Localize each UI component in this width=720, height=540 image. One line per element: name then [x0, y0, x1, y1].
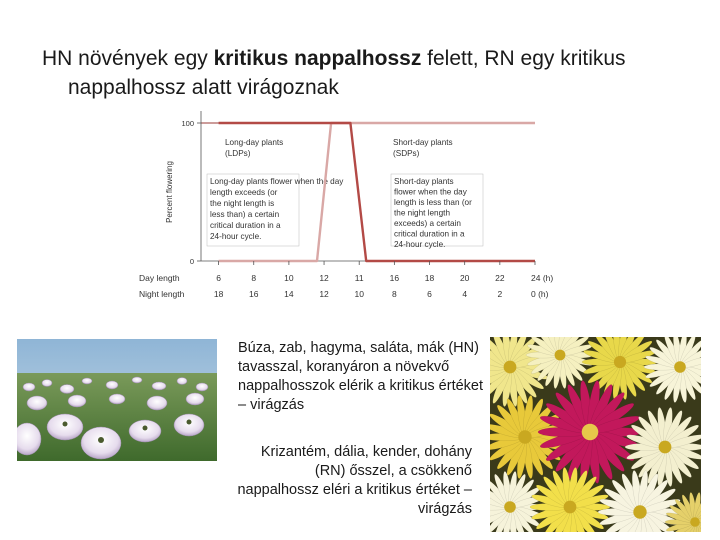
ldp-annotation-text: critical duration in a [210, 221, 281, 230]
y-axis-label: Percent flowering [165, 161, 174, 223]
sdp-annotation-text: flower when the day [394, 187, 467, 197]
sdp-annotation-text: length is less than (or [394, 198, 472, 207]
title-text-end: felett, RN egy kritikus [421, 47, 626, 70]
night-length-tick-label: 18 [213, 289, 224, 299]
night-length-tick-label: 14 [284, 289, 294, 299]
title-line-2: nappalhossz alatt virágoznak [68, 76, 339, 99]
night-length-tick-label: 8 [392, 289, 397, 299]
day-length-tick-label: 22 [495, 273, 505, 283]
ldp-series-label: Long-day plants [225, 138, 284, 147]
title-bold-text: kritikus nappalhossz [213, 47, 422, 70]
night-length-tick-label: 4 [462, 289, 468, 299]
day-length-tick-label: 6 [216, 273, 221, 283]
ldp-series-label: (LDPs) [225, 149, 251, 158]
sdp-annotation-text: the night length [394, 208, 450, 218]
day-length-tick-label: 24 (h) [531, 273, 554, 283]
day-length-tick-label: 12 [319, 273, 329, 283]
ldp-annotation-text: the night length is [210, 199, 275, 208]
flowering-chart [135, 107, 555, 302]
ldp-annotation-text: Long-day plants flower when the day [210, 177, 344, 186]
sdp-annotation-text: critical duration in a [394, 229, 465, 239]
night-length-tick-label: 10 [354, 289, 364, 299]
day-length-tick-label: 10 [284, 273, 294, 283]
night-length-tick-label: 0 (h) [531, 289, 549, 299]
caption-short-day-plants: Krizantém, dália, kender, dohány (RN) ősszel, a csökkenő nappalhossz eléri a kritikus értéket – virágzás [237, 444, 472, 517]
sdp-annotation-text: Short-day plants [394, 177, 454, 186]
night-length-tick-label: 16 [249, 289, 259, 299]
night-length-tick-label: 6 [427, 289, 432, 299]
sdp-series-label: Short-day plants [393, 138, 453, 147]
slide-title [42, 44, 682, 102]
ldp-annotation-text: length exceeds (or [210, 188, 278, 197]
sdp-annotation-text: 24-hour cycle. [394, 240, 446, 249]
poppy-field-photo [17, 339, 217, 461]
day-length-label: Day length [139, 273, 180, 283]
y-tick-label: 100 [181, 119, 194, 128]
day-length-tick-label: 20 [459, 273, 470, 283]
night-length-tick-label: 2 [497, 289, 503, 299]
day-length-tick-label: 16 [389, 273, 400, 283]
y-tick-label: 0 [189, 257, 194, 266]
sdp-annotation-text: exceeds) a certain [394, 219, 461, 228]
chrysanthemum-photo [490, 337, 701, 532]
night-length-tick-label: 12 [319, 289, 329, 299]
day-length-tick-label: 8 [251, 273, 257, 283]
night-length-label: Night length [139, 289, 185, 299]
sdp-series-label: (SDPs) [393, 149, 420, 158]
day-length-tick-label: 18 [424, 273, 435, 283]
ldp-annotation-text: 24-hour cycle. [210, 232, 262, 241]
title-text: HN növények egy [42, 47, 214, 70]
ldp-annotation-text: less than) a certain [210, 210, 280, 219]
day-length-tick-label: 11 [354, 273, 364, 283]
caption-long-day-plants: Búza, zab, hagyma, saláta, mák (HN) tavasszal, koranyáron a növekvő nappalhosszok elérik a kritikus értéket – virágzás [238, 340, 484, 413]
